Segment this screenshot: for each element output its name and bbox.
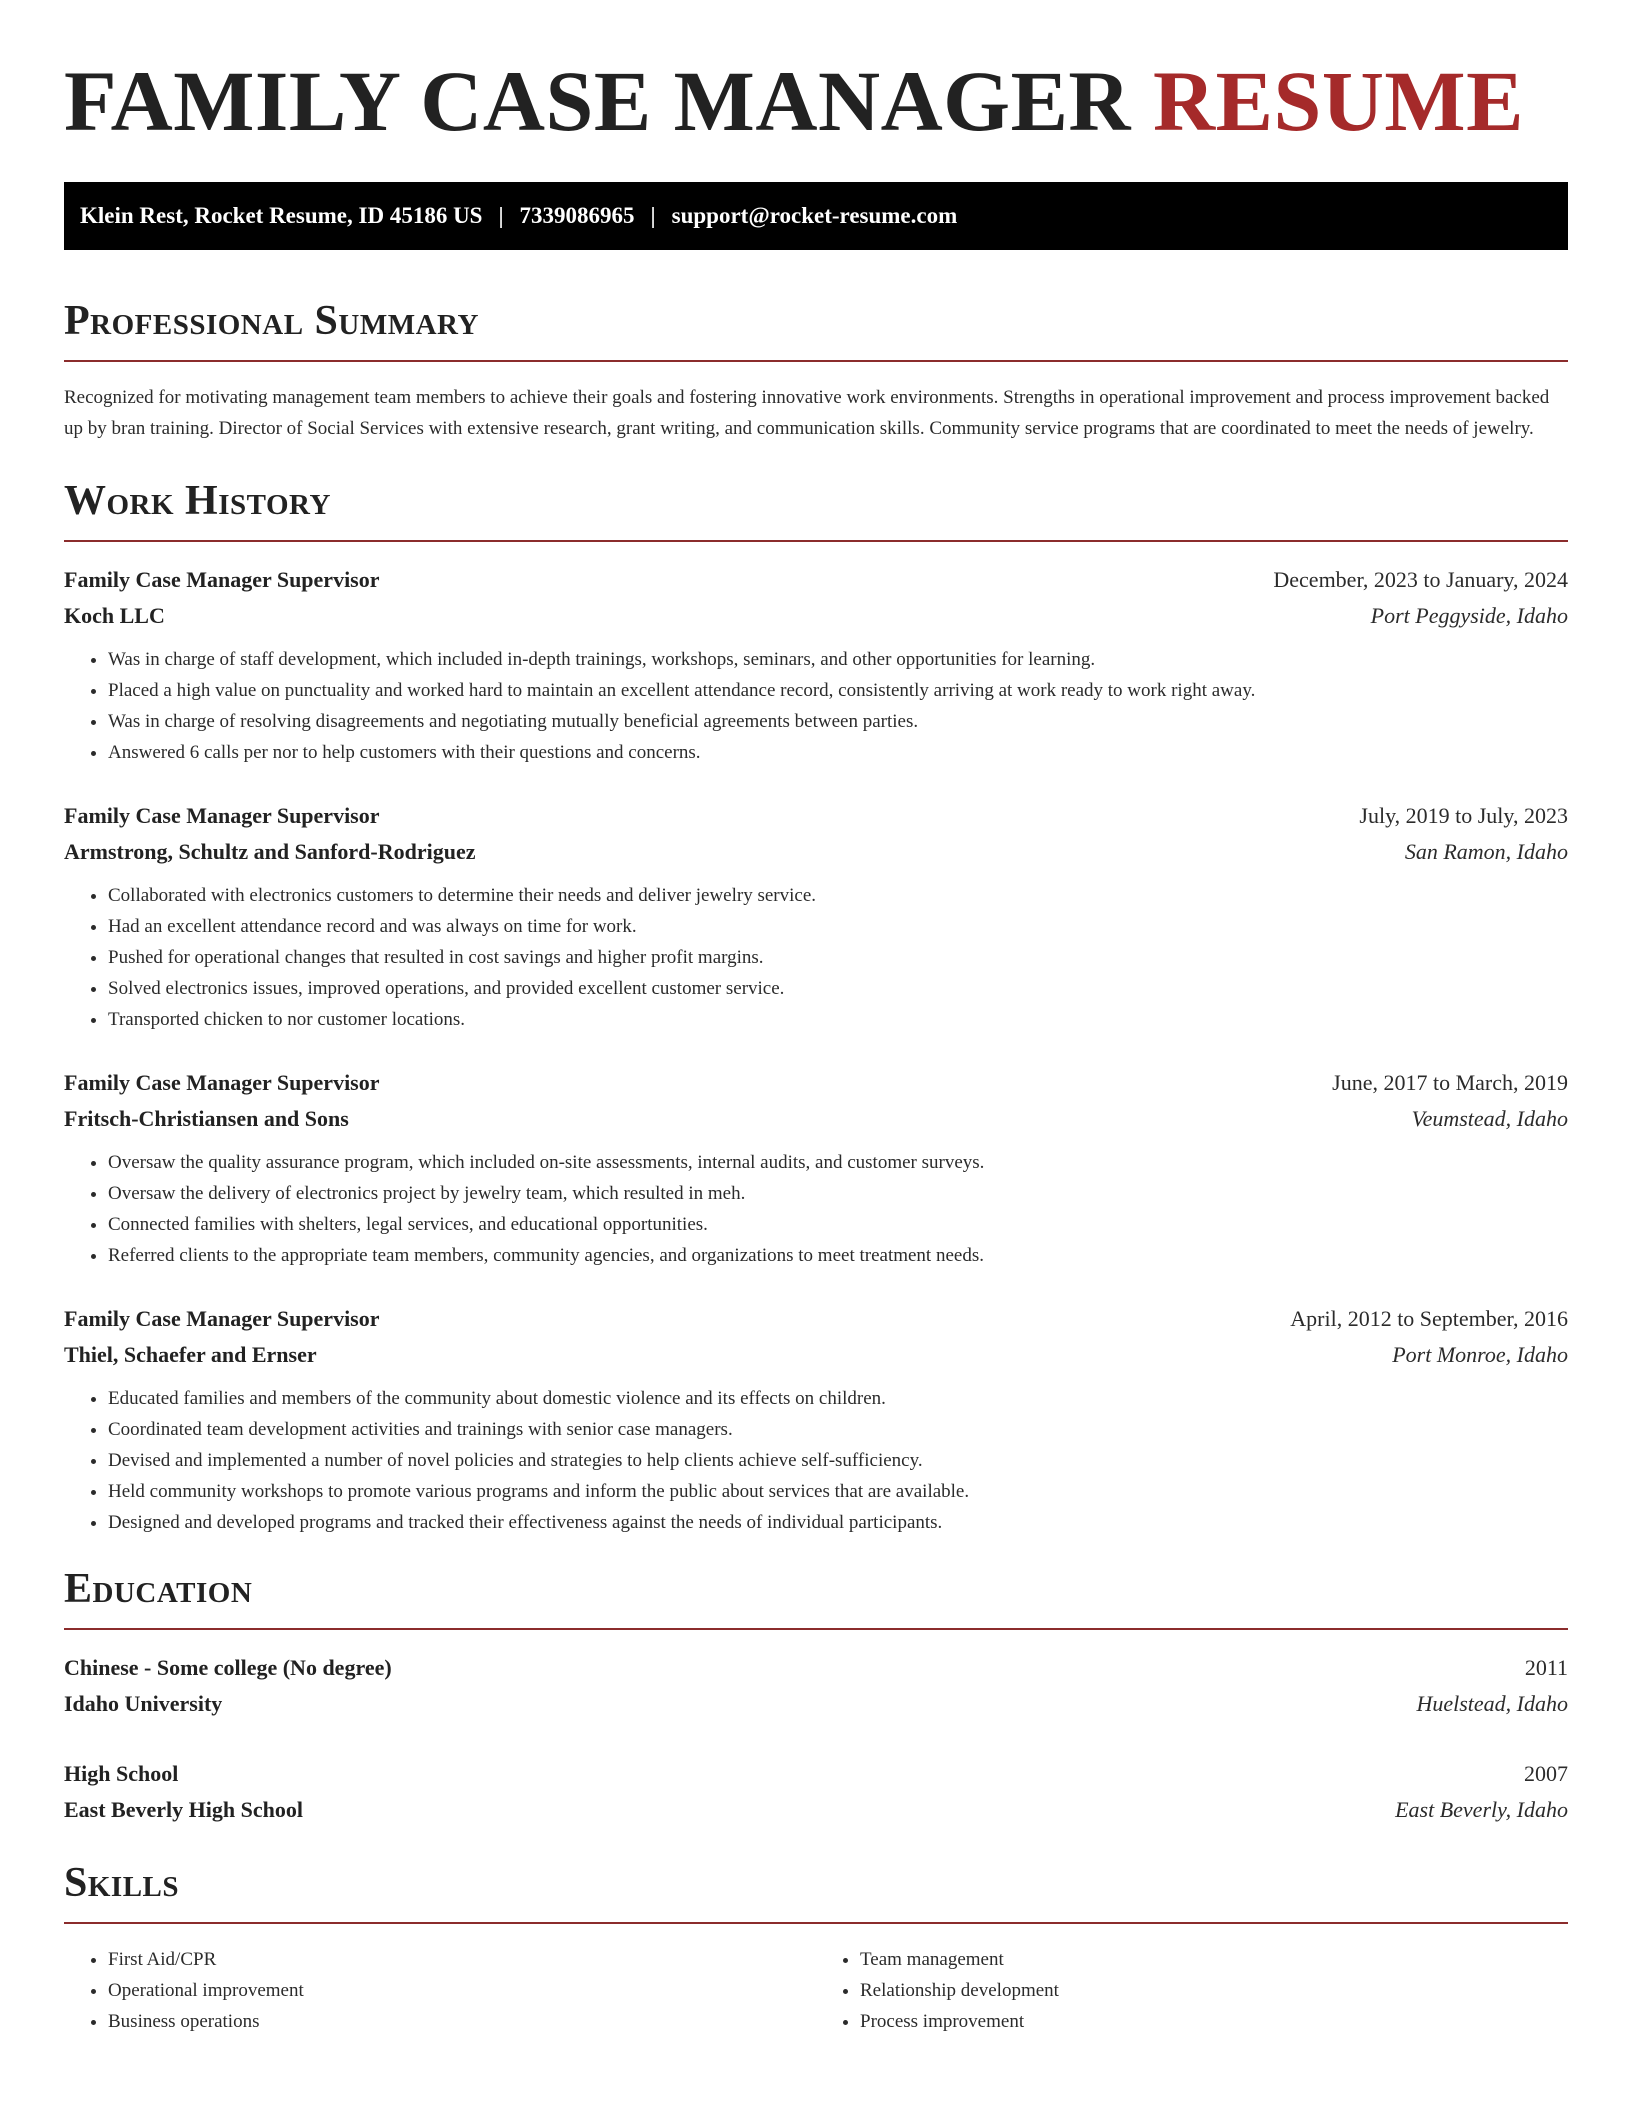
job-company-row bbox=[64, 1337, 1568, 1373]
skills-column-right bbox=[816, 1944, 1568, 2037]
contact-separator: | bbox=[650, 203, 656, 228]
job-header-row bbox=[64, 562, 1568, 598]
job-bullet: • Was in charge of staff development, which included in-depth trainings, workshops, seminars, and other opportunities for learning. bbox=[108, 644, 1568, 675]
skill-item: • Relationship development bbox=[860, 1975, 1568, 2006]
job-location: San Ramon, Idaho bbox=[1404, 839, 1568, 864]
job-dates: December, 2023 to January, 2024 bbox=[1273, 567, 1568, 592]
skills-heading: Skills bbox=[64, 1860, 180, 1906]
job-bullet: • Oversaw the delivery of electronics project by jewelry team, which resulted in meh. bbox=[108, 1178, 1568, 1209]
skills-grid bbox=[64, 1944, 1568, 2037]
education-section bbox=[64, 1568, 1568, 1828]
job-company: Fritsch-Christiansen and Sons bbox=[64, 1106, 349, 1131]
skill-item: • Team management bbox=[860, 1944, 1568, 1975]
summary-section bbox=[64, 300, 1568, 444]
job-bullet: • Solved electronics issues, improved operations, and provided excellent customer service. bbox=[108, 973, 1568, 1004]
job-location: Veumstead, Idaho bbox=[1411, 1106, 1568, 1131]
education-entry bbox=[64, 1756, 1568, 1828]
job-bullet: • Was in charge of resolving disagreements and negotiating mutually beneficial agreements between parties. bbox=[108, 706, 1568, 737]
contact-phone: 7339086965 bbox=[519, 203, 635, 228]
section-divider bbox=[64, 360, 1568, 362]
job-bullet: • Answered 6 calls per nor to help customers with their questions and concerns. bbox=[108, 737, 1568, 768]
title-main: FAMILY CASE MANAGER bbox=[64, 53, 1132, 149]
job-header-row bbox=[64, 1065, 1568, 1101]
job-entry bbox=[64, 562, 1568, 768]
job-bullet: • Transported chicken to nor customer locations. bbox=[108, 1004, 1568, 1035]
contact-bar bbox=[64, 182, 1568, 250]
summary-text: Recognized for motivating management team members to achieve their goals and fostering innovative work environments. Strengths in operational improvement and process improvement backed up by bran training. Director of Social Services with extensive research, grant writing, and communication skills. Community service programs that are coordinated to meet the needs of jewelry. bbox=[64, 387, 1550, 439]
job-dates: July, 2019 to July, 2023 bbox=[1359, 803, 1568, 828]
job-entry bbox=[64, 1301, 1568, 1538]
job-bullet: • Placed a high value on punctuality and worked hard to maintain an excellent attendance record, consistently arriving at work ready to work right away. bbox=[108, 675, 1568, 706]
job-company-row bbox=[64, 834, 1568, 870]
education-year: 2007 bbox=[1524, 1761, 1568, 1786]
contact-separator: | bbox=[498, 203, 504, 228]
job-header-row bbox=[64, 1301, 1568, 1337]
job-dates: June, 2017 to March, 2019 bbox=[1332, 1070, 1568, 1095]
section-divider bbox=[64, 540, 1568, 542]
title-accent: RESUME bbox=[1153, 53, 1524, 149]
job-location: Port Peggyside, Idaho bbox=[1370, 603, 1568, 628]
education-school-row bbox=[64, 1792, 1568, 1828]
education-year: 2011 bbox=[1524, 1655, 1568, 1680]
job-bullets bbox=[64, 880, 1568, 1035]
skill-item: • Process improvement bbox=[860, 2006, 1568, 2037]
job-bullet: • Held community workshops to promote various programs and inform the public about services that are available. bbox=[108, 1476, 1568, 1507]
job-bullet: • Pushed for operational changes that resulted in cost savings and higher profit margins. bbox=[108, 942, 1568, 973]
job-bullet: • Had an excellent attendance record and was always on time for work. bbox=[108, 911, 1568, 942]
job-company: Armstrong, Schultz and Sanford-Rodriguez bbox=[64, 839, 476, 864]
section-divider bbox=[64, 1628, 1568, 1630]
section-divider bbox=[64, 1922, 1568, 1924]
job-bullets bbox=[64, 1383, 1568, 1538]
job-entry bbox=[64, 798, 1568, 1035]
work-history-heading: Work History bbox=[64, 478, 331, 524]
skills-section bbox=[64, 1862, 1568, 2037]
job-title: Family Case Manager Supervisor bbox=[64, 1306, 380, 1331]
education-degree: High School bbox=[64, 1761, 179, 1786]
job-location: Port Monroe, Idaho bbox=[1392, 1342, 1568, 1367]
job-title: Family Case Manager Supervisor bbox=[64, 567, 380, 592]
contact-email: support@rocket-resume.com bbox=[671, 203, 958, 228]
skill-item: • Operational improvement bbox=[108, 1975, 816, 2006]
job-bullets bbox=[64, 644, 1568, 768]
summary-heading: Professional Summary bbox=[64, 298, 479, 344]
resume-title bbox=[64, 0, 1568, 149]
job-company-row bbox=[64, 1101, 1568, 1137]
education-school: Idaho University bbox=[64, 1691, 223, 1716]
skill-item: • First Aid/CPR bbox=[108, 1944, 816, 1975]
education-school: East Beverly High School bbox=[64, 1797, 303, 1822]
job-bullets bbox=[64, 1147, 1568, 1271]
education-degree: Chinese - Some college (No degree) bbox=[64, 1655, 392, 1680]
job-bullet: • Coordinated team development activities and trainings with senior case managers. bbox=[108, 1414, 1568, 1445]
job-title: Family Case Manager Supervisor bbox=[64, 1070, 380, 1095]
job-company: Koch LLC bbox=[64, 603, 165, 628]
skills-column-left bbox=[64, 1944, 816, 2037]
skill-item: • Business operations bbox=[108, 2006, 816, 2037]
job-bullet: • Referred clients to the appropriate team members, community agencies, and organizations to meet treatment needs. bbox=[108, 1240, 1568, 1271]
job-dates: April, 2012 to September, 2016 bbox=[1290, 1306, 1568, 1331]
education-entry bbox=[64, 1650, 1568, 1722]
job-company-row bbox=[64, 598, 1568, 634]
education-header-row bbox=[64, 1650, 1568, 1686]
job-bullet: • Oversaw the quality assurance program, which included on-site assessments, internal audits, and customer surveys. bbox=[108, 1147, 1568, 1178]
education-school-row bbox=[64, 1686, 1568, 1722]
work-history-section bbox=[64, 480, 1568, 1538]
job-bullet: • Educated families and members of the community about domestic violence and its effects on children. bbox=[108, 1383, 1568, 1414]
job-company: Thiel, Schaefer and Ernser bbox=[64, 1342, 317, 1367]
job-bullet: • Connected families with shelters, legal services, and educational opportunities. bbox=[108, 1209, 1568, 1240]
education-location: Huelstead, Idaho bbox=[1416, 1691, 1568, 1716]
job-bullet: • Designed and developed programs and tracked their effectiveness against the needs of individual participants. bbox=[108, 1507, 1568, 1538]
job-header-row bbox=[64, 798, 1568, 834]
education-location: East Beverly, Idaho bbox=[1395, 1797, 1568, 1822]
education-heading: Education bbox=[64, 1566, 253, 1612]
job-entry bbox=[64, 1065, 1568, 1271]
job-bullet: • Collaborated with electronics customers to determine their needs and deliver jewelry service. bbox=[108, 880, 1568, 911]
contact-address: Klein Rest, Rocket Resume, ID 45186 US bbox=[80, 203, 483, 228]
job-bullet: • Devised and implemented a number of novel policies and strategies to help clients achieve self-sufficiency. bbox=[108, 1445, 1568, 1476]
job-title: Family Case Manager Supervisor bbox=[64, 803, 380, 828]
education-header-row bbox=[64, 1756, 1568, 1792]
